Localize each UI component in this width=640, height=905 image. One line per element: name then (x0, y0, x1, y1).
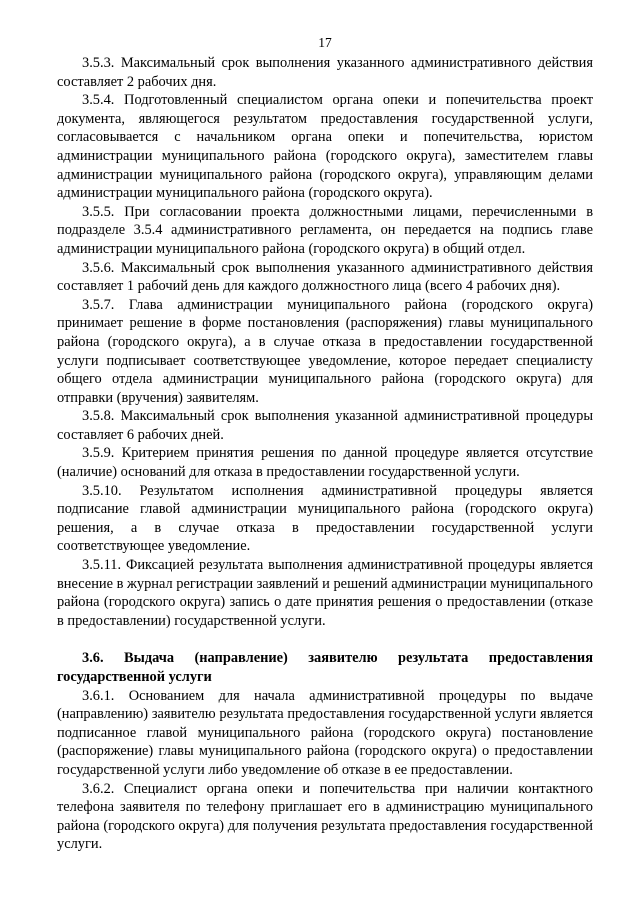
paragraph-3-5-7: 3.5.7. Глава администрации муниципального района (городского округа) принимает решение в форме постановления (распоряжения) главы муниципального района (городского округа), а в случае отказа в предоставлении государственной услуги подписывает соответствующее уведомление, которое передает специалисту общего отдела администрации муниципального района (городского округа) для отправки (вручения) заявителям. (57, 296, 593, 406)
paragraph-3-5-8: 3.5.8. Максимальный срок выполнения указанной административной процедуры составляет 6 рабочих дней. (57, 408, 593, 443)
page-number: 17 (318, 35, 332, 50)
paragraph-3-6-1: 3.6.1. Основанием для начала административной процедуры по выдаче (направлению) заявителю результата предоставления государственной услуги является подписанное главой муниципального района (городского округа) постановление (распоряжение) главы муниципального района (городского округа) о предоставлении государственной услуги либо уведомление об отказе в ее предоставлении. (57, 687, 593, 778)
paragraph-3-5-10: 3.5.10. Результатом исполнения административной процедуры является подписание главой администрации муниципального района (городского округа) решения, а в случае отказа в предоставлении государственной услуги соответствующее уведомление. (57, 482, 593, 555)
paragraph-3-5-4: 3.5.4. Подготовленный специалистом органа опеки и попечительства проект документа, являющегося результатом предоставления государственной услуги, согласовывается с начальником органа опеки и попечительства, юристом администрации муниципального района (городского округа), заместителем главы администрации муниципального района (городского округа), управляющим делами администрации муниципального района (городского округа). (57, 92, 593, 202)
paragraph-3-6-2: 3.6.2. Специалист органа опеки и попечительства при наличии контактного телефона заявителя по телефону приглашает его в администрацию муниципального района (городского округа) для получения результата предоставления государственной услуги. (57, 780, 593, 853)
paragraph-3-5-6: 3.5.6. Максимальный срок выполнения указанного административного действия составляет 1 рабочий день для каждого должностного лица (всего 4 рабочих дня). (57, 259, 593, 295)
paragraph-3-5-11: 3.5.11. Фиксацией результата выполнения административной процедуры является внесение в журнал регистрации заявлений и решений администрации муниципального района (городского округа) запись о дате принятия решения о предоставлении (отказе в предоставлении) государственной услуги. (57, 557, 593, 629)
paragraph-3-5-5: 3.5.5. При согласовании проекта должностными лицами, перечисленными в подразделе 3.5.4 административного регламента, он передается на подпись главе администрации муниципального района (городского округа) в общий отдел. (57, 203, 593, 257)
paragraph-3-5-9: 3.5.9. Критерием принятия решения по данной процедуре является отсутствие (наличие) оснований для отказа в предоставлении государственной услуги. (57, 445, 593, 481)
section-heading-3-6: 3.6. Выдача (направление) заявителю результата предоставления государственной услуги (57, 650, 593, 685)
paragraph-3-5-3: 3.5.3. Максимальный срок выполнения указанного административного действия составляет 2 рабочих дня. (57, 55, 593, 90)
